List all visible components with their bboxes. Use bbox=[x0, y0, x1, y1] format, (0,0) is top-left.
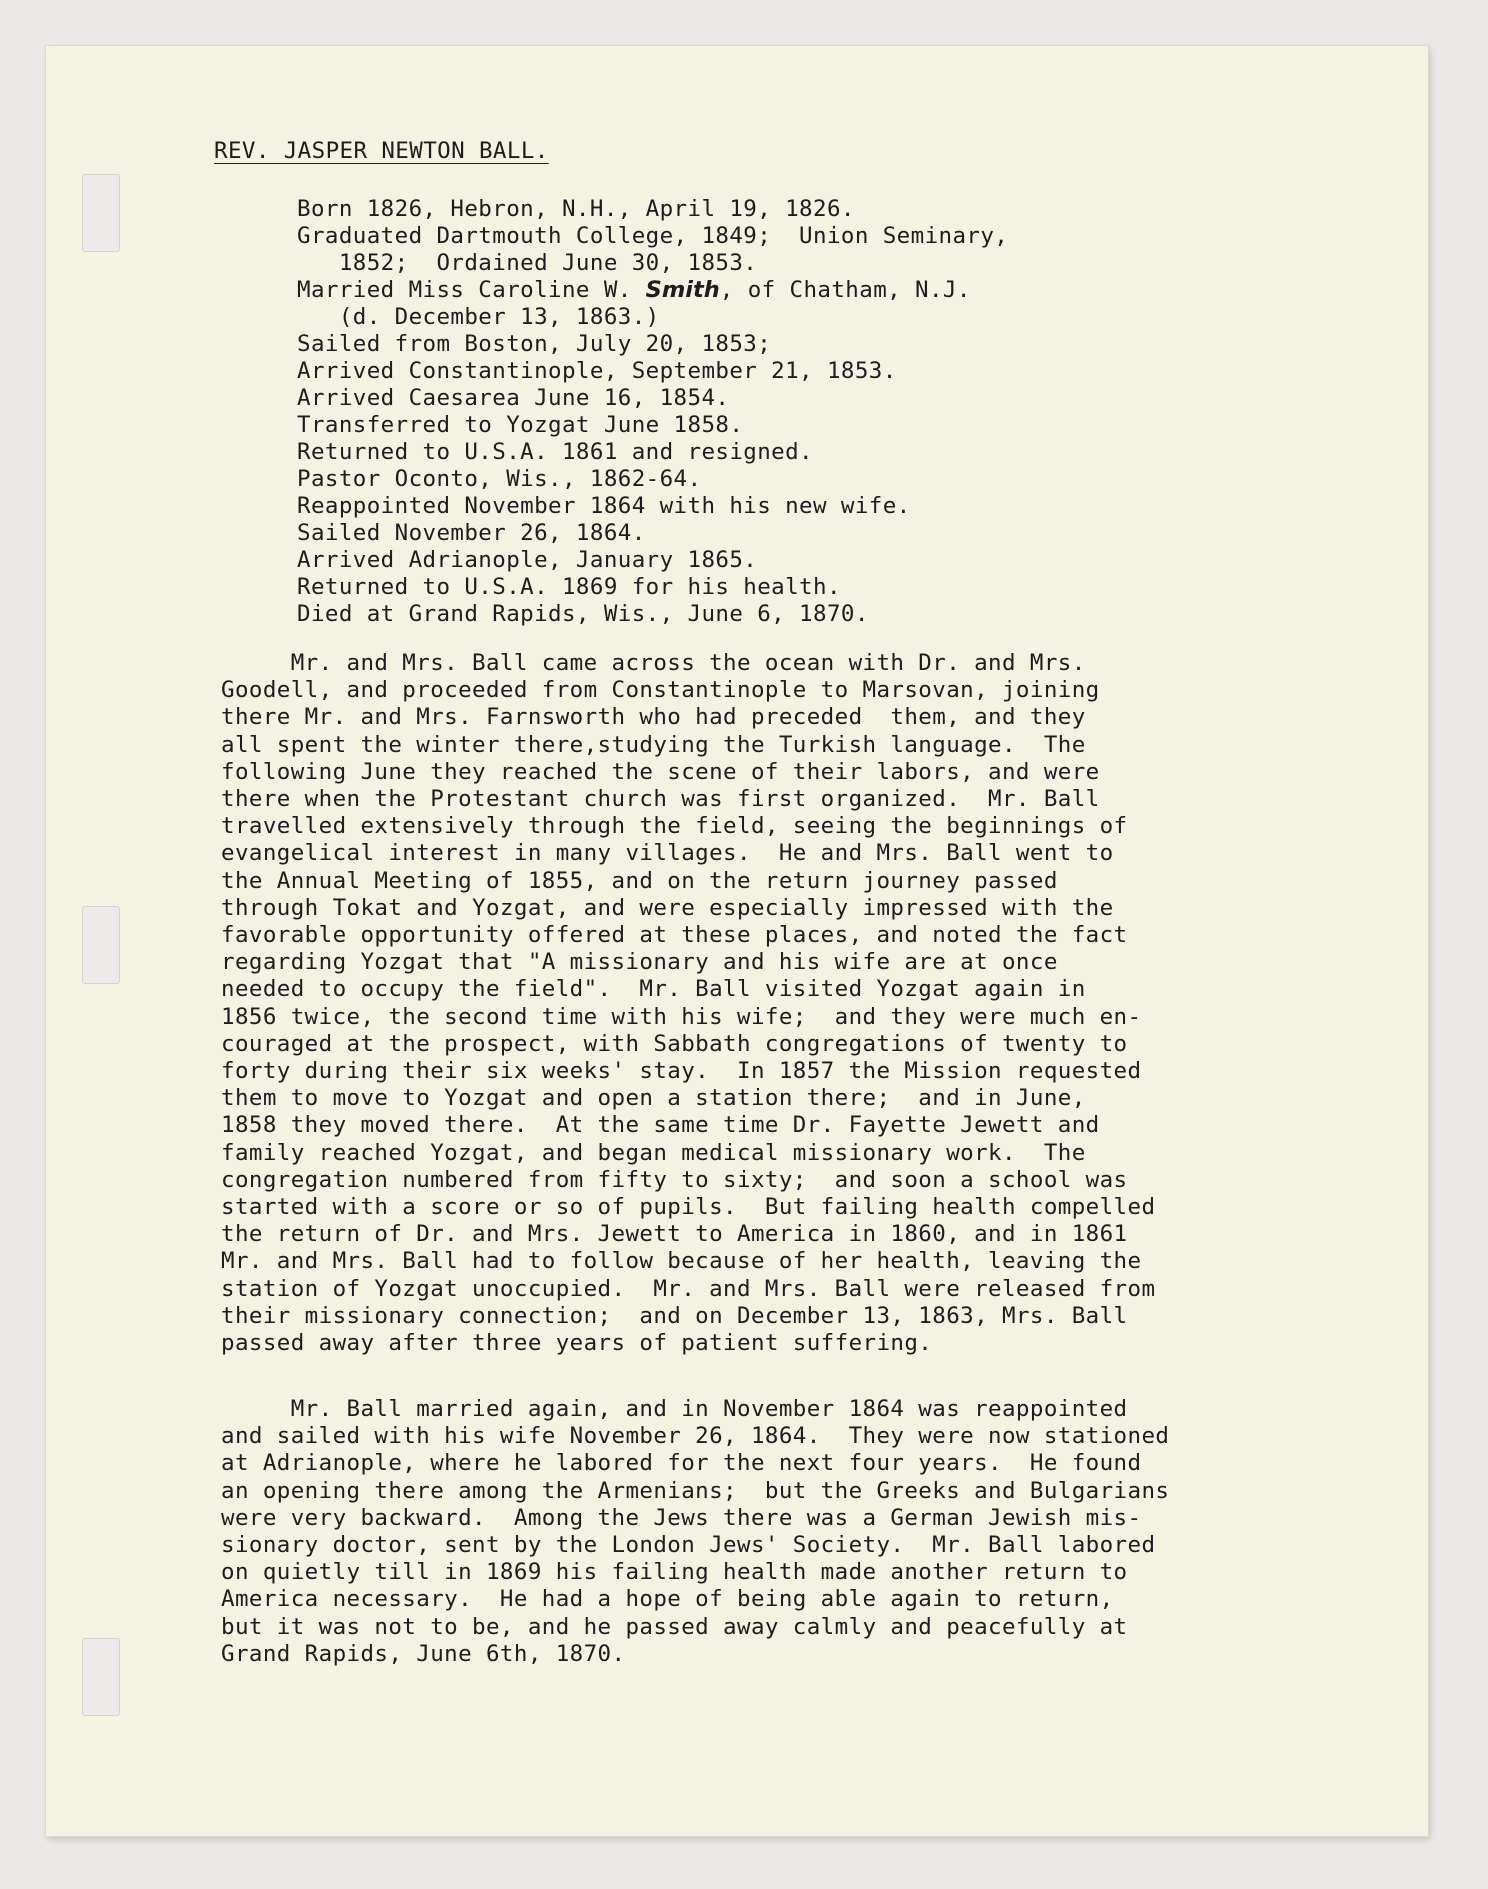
fact-line: Returned to U.S.A. 1861 and resigned. bbox=[297, 439, 814, 465]
fact-line: Transferred to Yozgat June 1858. bbox=[297, 412, 744, 438]
fact-line: 1852; Ordained June 30, 1853. bbox=[297, 250, 758, 276]
fact-line: Reappointed November 1864 with his new wife. bbox=[297, 493, 911, 519]
fact-line bbox=[297, 277, 1008, 304]
fact-line: Died at Grand Rapids, Wis., June 6, 1870. bbox=[297, 601, 869, 627]
paragraph-early-mission: Mr. and Mrs. Ball came across the ocean with Dr. and Mrs. Goodell, and proceeded from Constantinople to Marsovan, joining there Mr. and Mrs. Farnsworth who had preceded them, and they all spent the winter there,studying the Turkish language. The following June they reached the scene of their labors, and were there when the Protestant church was first organized. Mr. Ball travelled extensively through the field, seeing the beginnings of evangelical interest in many villages. He and Mrs. Ball went to the Annual Meeting of 1855, and on the return journey passed through Tokat and Yozgat, and were especially impressed with the favorable opportunity offered at these places, and noted the fact regarding Yozgat that "A missionary and his wife are at once needed to occupy the field". Mr. Ball visited Yozgat again in 1856 twice, the second time with his wife; and they were much en- couraged at the prospect, with Sabbath congregations of twenty to forty during their six weeks' stay. In 1857 the Mission requested them to move to Yozgat and open a station there; and in June, 1858 they moved there. At the same time Dr. Fayette Jewett and family reached Yozgat, and began medical missionary work. The congregation numbered from fifty to sixty; and soon a school was started with a score or so of pupils. But failing health compelled the return of Dr. and Mrs. Jewett to America in 1860, and in 1861 Mr. and Mrs. Ball had to follow because of her health, leaving the station of Yozgat unoccupied. Mr. and Mrs. Ball were released from their missionary connection; and on December 13, 1863, Mrs. Ball passed away after three years of patient suffering. bbox=[221, 650, 1156, 1357]
biographical-facts-list bbox=[297, 196, 1008, 628]
binder-hole bbox=[82, 1638, 120, 1716]
fact-line: Sailed November 26, 1864. bbox=[297, 520, 646, 546]
fact-line: Born 1826, Hebron, N.H., April 19, 1826. bbox=[297, 196, 855, 222]
fact-line: (d. December 13, 1863.) bbox=[297, 304, 660, 330]
binder-hole bbox=[82, 174, 120, 252]
fact-line: Sailed from Boston, July 20, 1853; bbox=[297, 331, 772, 357]
handwritten-annotation: Smith bbox=[645, 277, 720, 303]
fact-line: Arrived Caesarea June 16, 1854. bbox=[297, 385, 730, 411]
fact-line: Returned to U.S.A. 1869 for his health. bbox=[297, 574, 841, 600]
fact-text: Married Miss Caroline W. bbox=[297, 277, 646, 303]
fact-line: Arrived Constantinople, September 21, 1853. bbox=[297, 358, 897, 384]
fact-line: Pastor Oconto, Wis., 1862-64. bbox=[297, 466, 702, 492]
fact-line: Arrived Adrianople, January 1865. bbox=[297, 547, 758, 573]
paragraph-adrianople: Mr. Ball married again, and in November 1864 was reappointed and sailed with his wife November 26, 1864. They were now stationed at Adrianople, where he labored for the next four years. He found an opening there among the Armenians; but the Greeks and Bulgarians were very backward. Among the Jews there was a German Jewish mis- sionary doctor, sent by the London Jews' Society. Mr. Ball labored on quietly till in 1869 his failing health made another return to America necessary. He had a hope of being able again to return, but it was not to be, and he passed away calmly and peacefully at Grand Rapids, June 6th, 1870. bbox=[221, 1396, 1170, 1667]
page-title: REV. JASPER NEWTON BALL. bbox=[214, 138, 549, 164]
fact-text: , of Chatham, N.J. bbox=[719, 277, 971, 303]
binder-hole bbox=[82, 906, 120, 984]
fact-line: Graduated Dartmouth College, 1849; Union Seminary, bbox=[297, 223, 1009, 249]
